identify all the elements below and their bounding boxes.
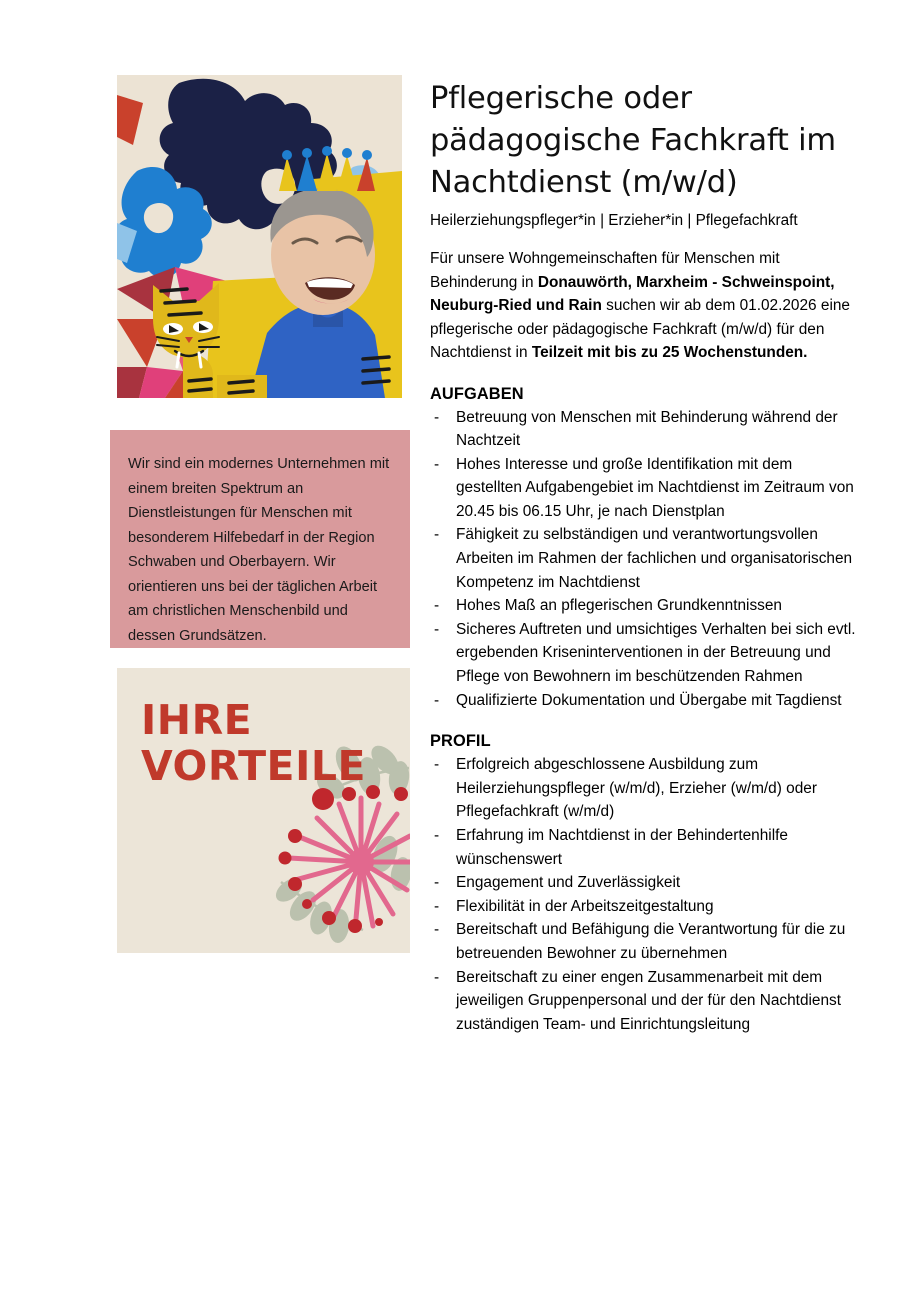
list-item: - Bereitschaft und Befähigung die Verantwortung für die zu betreuenden Bewohner zu übernehmen [430, 918, 860, 965]
job-content [430, 78, 860, 1036]
list-item: - Engagement und Zuverlässigkeit [430, 871, 860, 895]
list-item: - Qualifizierte Dokumentation und Übergabe mit Tagdienst [430, 689, 860, 713]
benefits-banner-line2: VORTEILE [141, 742, 366, 790]
intro-employment-type: Teilzeit mit bis zu 25 Wochenstunden. [531, 344, 808, 361]
section-heading-aufgaben: AUFGABEN [430, 384, 524, 403]
list-item: - Bereitschaft zu einer engen Zusammenarbeit mit dem jeweiligen Gruppenpersonal und der für den Nachtdienst zuständigen Team- und Einrichtungsleitung [430, 966, 860, 1037]
about-company-box [110, 430, 410, 648]
profil-list [430, 753, 860, 1036]
list-item: - Hohes Interesse und große Identifikation mit dem gestellten Aufgabengebiet im Nachtdienst im Zeitraum von 20.45 bis 06.15 Uhr, je nach Dienstplan [430, 453, 860, 524]
list-item: - Flexibilität in der Arbeitszeitgestaltung [430, 895, 860, 919]
benefits-banner-illustration [117, 668, 410, 953]
list-item: - Erfolgreich abgeschlossene Ausbildung zum Heilerziehungspfleger (w/m/d), Erzieher (w/m/d) oder Pflegefachkraft (w/m/d) [430, 753, 860, 824]
section-heading-profil: PROFIL [430, 732, 491, 751]
benefits-banner [117, 668, 410, 953]
hero-collage-illustration [117, 75, 402, 398]
list-item: - Hohes Maß an pflegerischen Grundkenntnissen [430, 594, 860, 618]
aufgaben-list [430, 406, 860, 713]
intro-part-1: Für unsere Wohngemeinschaften für Menschen mit Behinderung in [430, 250, 780, 291]
list-item: - Sicheres Auftreten und umsichtiges Verhalten bei sich evtl. ergebenden Kriseninterventionen in der Betreuung und Pflege von Bewohnern im beschützenden Rahmen [430, 618, 860, 689]
about-company-text: Wir sind ein modernes Unternehmen mit einem breiten Spektrum an Dienstleistungen für Menschen mit besonderem Hilfebedarf in der Region Schwaben und Oberbayern. Wir orientieren uns bei der täglichen Arbeit am christlichen Menschenbild und dessen Grundsätzen. [128, 456, 390, 644]
intro-part-2: suchen wir ab dem 01.02.2026 eine pflegerische oder pädagogische Fachkraft (m/w/d) für den Nachtdienst in [430, 297, 850, 361]
list-item: - Betreuung von Menschen mit Behinderung während der Nachtzeit [430, 406, 860, 453]
intro-locations: Donauwörth, Marxheim - Schweinspoint, Neuburg-Ried und Rain [430, 273, 835, 314]
job-subtitle: Heilerziehungspfleger*in | Erzieher*in | Pflegefachkraft [430, 212, 798, 229]
benefits-banner-line1: IHRE [141, 696, 253, 744]
hero-image [117, 75, 402, 398]
job-intro-paragraph [430, 247, 860, 365]
list-item: - Erfahrung im Nachtdienst in der Behindertenhilfe wünschenswert [430, 824, 860, 871]
list-item: - Fähigkeit zu selbständigen und verantwortungsvollen Arbeiten im Rahmen der fachlichen und organisatorischen Kompetenz im Nachtdienst [430, 523, 860, 594]
job-title: Pflegerische oder pädagogische Fachkraft im Nachtdienst (m/w/d) [430, 81, 836, 200]
